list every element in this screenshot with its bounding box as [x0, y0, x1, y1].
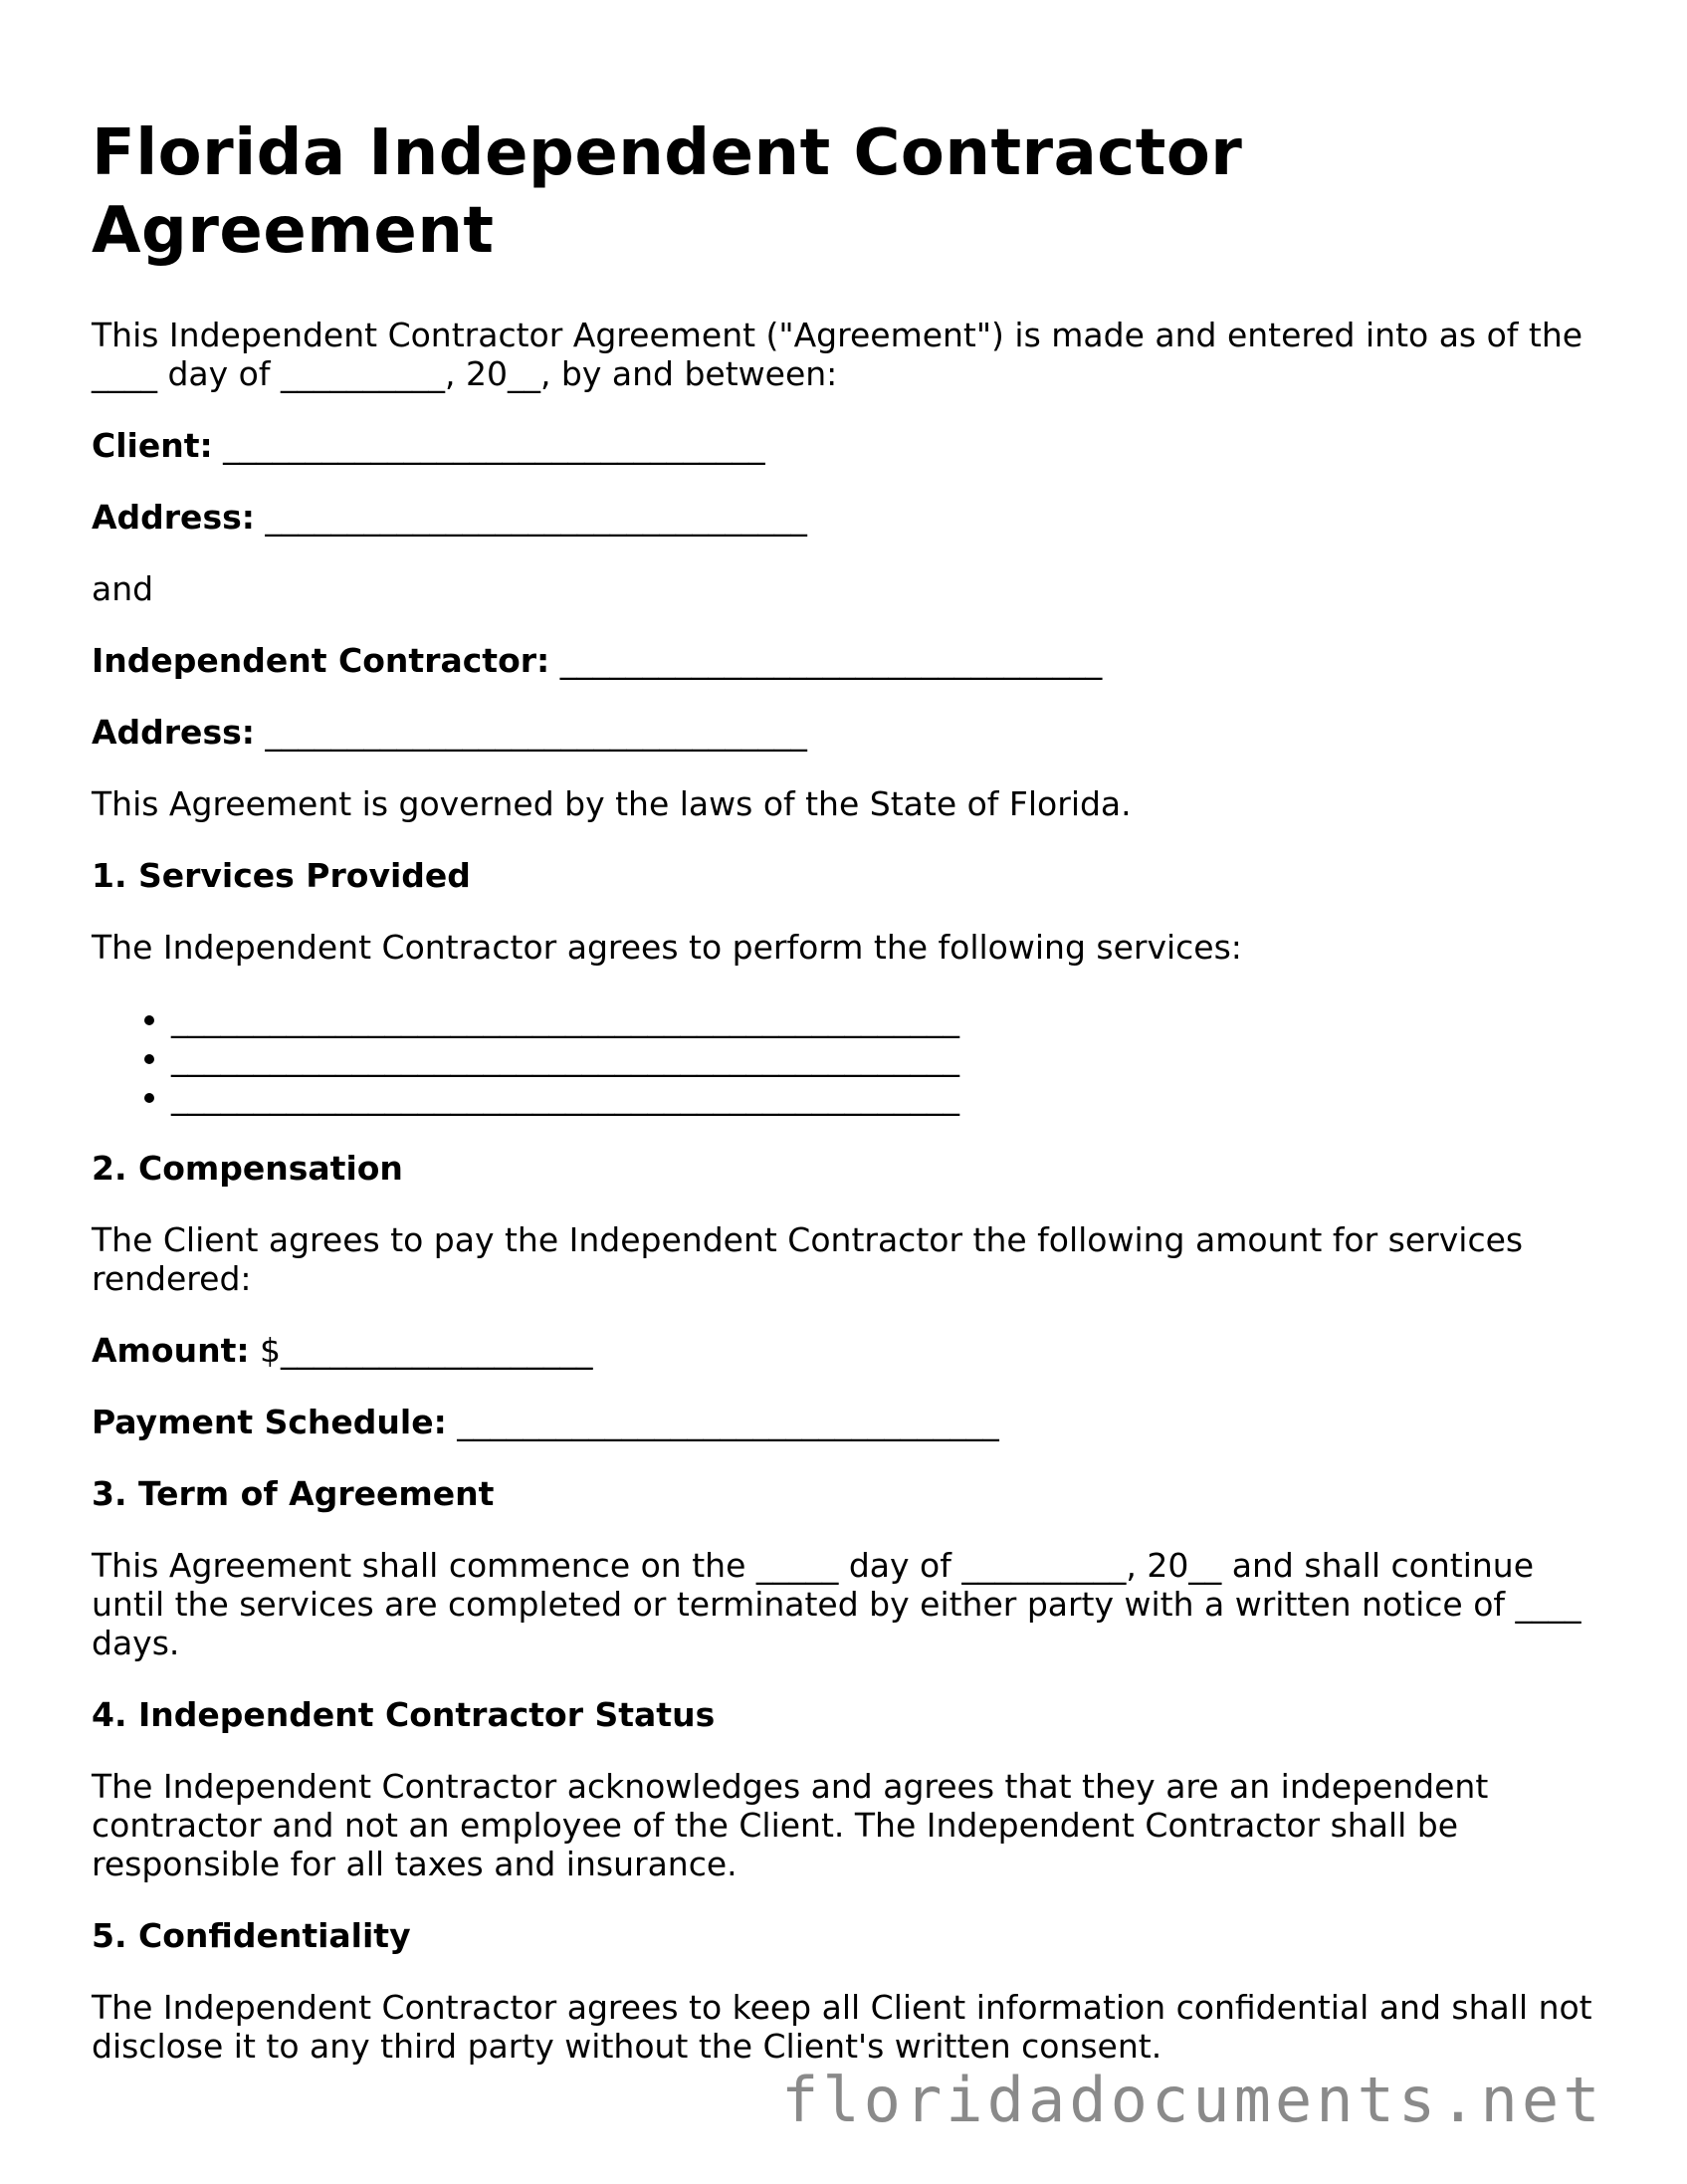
governing-law-text: This Agreement is governed by the laws of the State of Florida.: [92, 784, 1132, 823]
contractor-field: [92, 641, 1604, 680]
section-compensation-text: The Client agrees to pay the Independent Contractor the following amount for services rendered:: [92, 1220, 1524, 1298]
and-text: and: [92, 569, 154, 608]
client-address-label: Address:: [92, 498, 255, 537]
client-address-blank: _________________________________: [254, 498, 807, 537]
list-item: • ________________________________________________: [171, 1038, 1604, 1077]
section-status-text: The Independent Contractor acknowledges and agrees that they are an independent contractor and not an employee of the Client. The Independent Contractor shall be responsible for all taxes and insurance.: [92, 1767, 1489, 1883]
contractor-address-blank: _________________________________: [254, 713, 807, 752]
amount-field: [92, 1331, 1604, 1370]
contractor-blank: _________________________________: [549, 641, 1103, 680]
section-term-text: This Agreement shall commence on the _____ day of __________, 20__ and shall continue until the services are completed or terminated by either party with a written notice of ____ days.: [92, 1546, 1582, 1662]
watermark-text: floridadocuments.net: [781, 2064, 1604, 2136]
payment-schedule-blank: _________________________________: [446, 1403, 999, 1441]
section-confidentiality-text: The Independent Contractor agrees to keep all Client information confidential and shall not disclose it to any third party without the Client's written consent.: [92, 1988, 1592, 2066]
document-page: [92, 114, 1604, 2098]
contractor-address-field: [92, 713, 1604, 752]
services-list: [92, 999, 1604, 1116]
document-title: Florida Independent Contractor Agreement: [92, 116, 1243, 268]
section-services-title: 1. Services Provided: [92, 856, 471, 895]
section-confidentiality-title: 5. Confidentiality: [92, 1916, 411, 1955]
section-term-title: 3. Term of Agreement: [92, 1474, 495, 1513]
amount-label: Amount:: [92, 1331, 250, 1370]
intro-paragraph: This Independent Contractor Agreement ("Agreement") is made and entered into as of the ____ day of __________, 20__, by and between:: [92, 316, 1583, 393]
payment-schedule-label: Payment Schedule:: [92, 1403, 447, 1441]
section-services-text: The Independent Contractor agrees to perform the following services:: [92, 928, 1242, 967]
list-item: • ________________________________________________: [171, 1077, 1604, 1116]
contractor-address-label: Address:: [92, 713, 255, 752]
section-compensation-title: 2. Compensation: [92, 1149, 403, 1188]
client-address-field: [92, 498, 1604, 537]
section-status-title: 4. Independent Contractor Status: [92, 1695, 716, 1734]
client-blank: _________________________________: [212, 426, 765, 465]
client-label: Client:: [92, 426, 213, 465]
client-field: [92, 426, 1604, 465]
list-item: • ________________________________________________: [171, 999, 1604, 1038]
amount-blank: $___________________: [249, 1331, 593, 1370]
payment-schedule-field: [92, 1403, 1604, 1441]
contractor-label: Independent Contractor:: [92, 641, 550, 680]
